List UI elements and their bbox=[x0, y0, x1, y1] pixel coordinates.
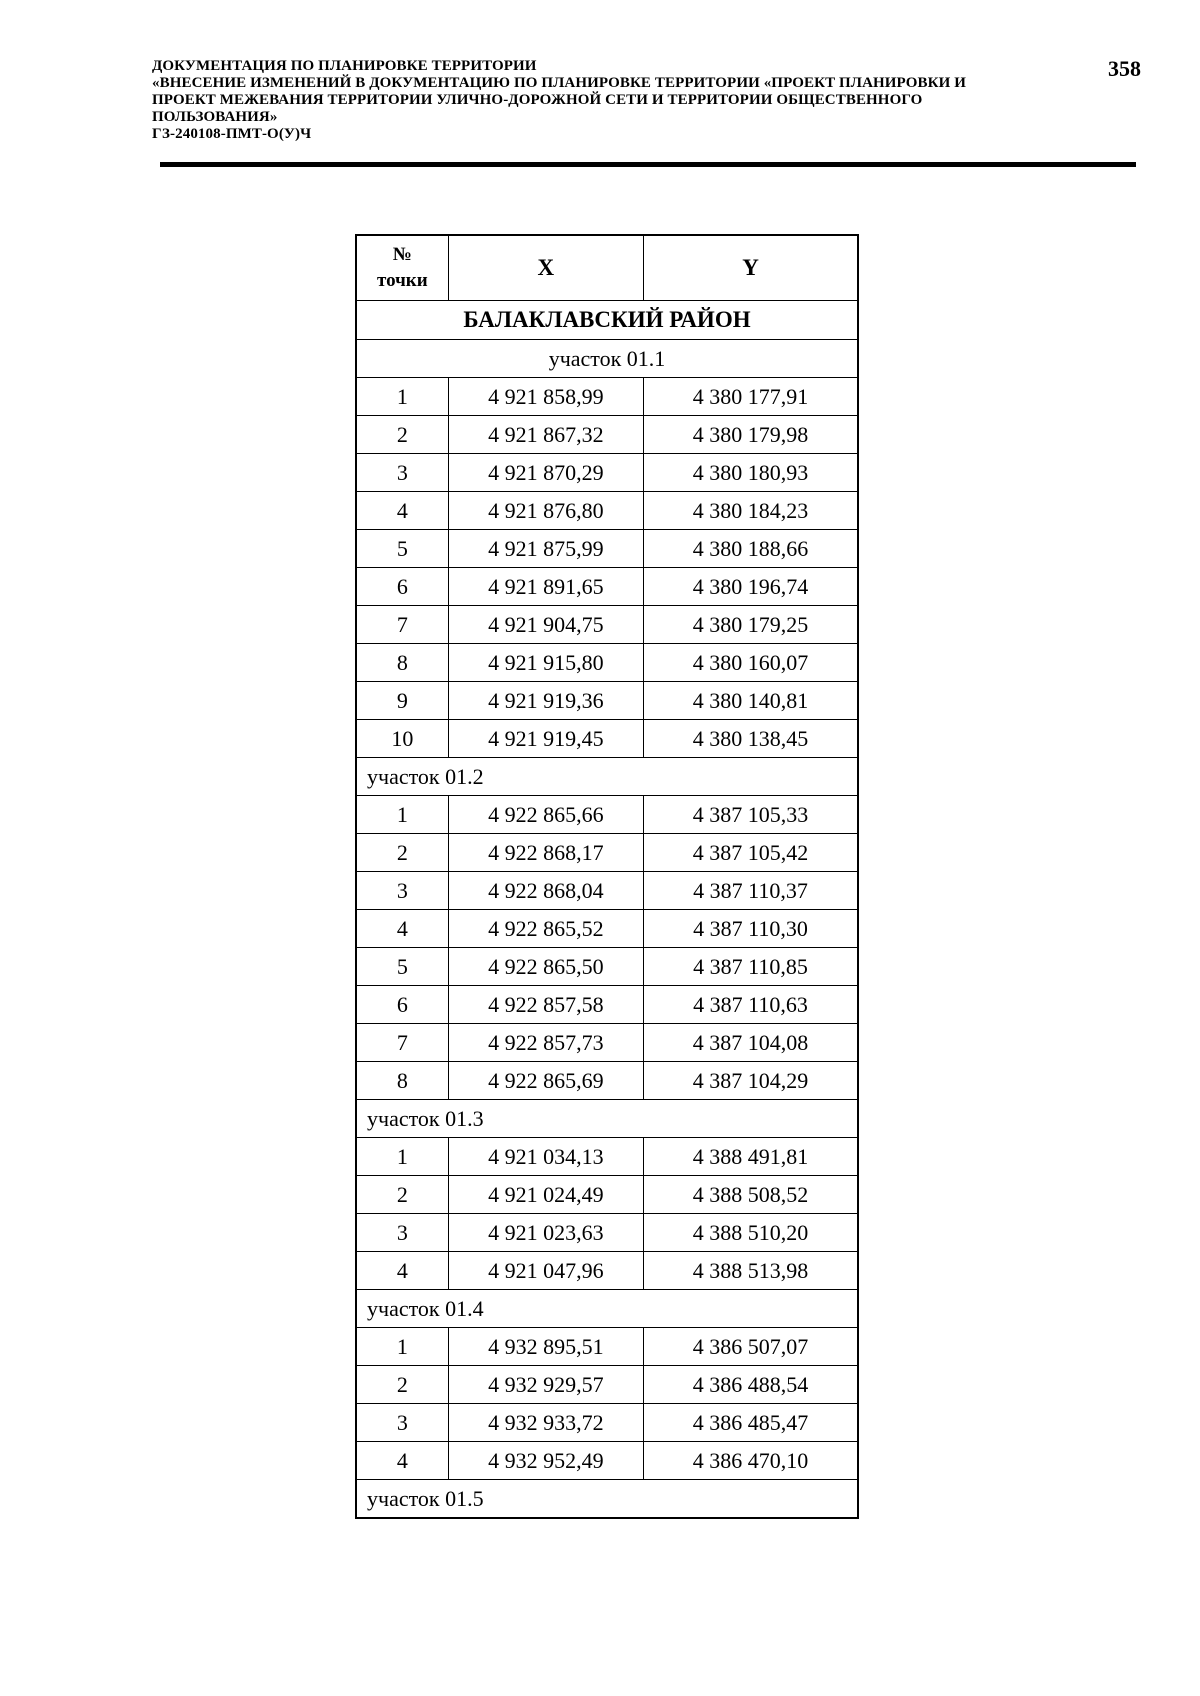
y-coordinate-cell: 4 380 177,91 bbox=[644, 378, 858, 416]
y-coordinate-cell: 4 387 110,30 bbox=[644, 910, 858, 948]
x-coordinate-cell: 4 921 024,49 bbox=[448, 1176, 643, 1214]
table-row bbox=[356, 568, 858, 606]
x-coordinate-cell: 4 921 867,32 bbox=[448, 416, 643, 454]
y-coordinate-cell: 4 380 184,23 bbox=[644, 492, 858, 530]
column-header-point-label: точки bbox=[376, 270, 428, 291]
y-coordinate-cell: 4 388 510,20 bbox=[644, 1214, 858, 1252]
table-row bbox=[356, 1062, 858, 1100]
y-coordinate-cell: 4 387 110,37 bbox=[644, 872, 858, 910]
column-header-number-sign: № bbox=[392, 244, 412, 265]
y-coordinate-cell: 4 388 513,98 bbox=[644, 1252, 858, 1290]
table-row bbox=[356, 492, 858, 530]
table-row bbox=[356, 986, 858, 1024]
y-coordinate-cell: 4 386 470,10 bbox=[644, 1442, 858, 1480]
point-number-cell: 3 bbox=[356, 872, 448, 910]
section-label: участок 01.3 bbox=[356, 1100, 858, 1138]
y-coordinate-cell: 4 387 104,29 bbox=[644, 1062, 858, 1100]
document-code: ГЗ-240108-ПМТ-О(У)Ч bbox=[152, 126, 312, 142]
point-number-cell: 2 bbox=[356, 834, 448, 872]
y-coordinate-cell: 4 388 491,81 bbox=[644, 1138, 858, 1176]
x-coordinate-cell: 4 921 875,99 bbox=[448, 530, 643, 568]
point-number-cell: 6 bbox=[356, 986, 448, 1024]
page-number: 358 bbox=[1108, 56, 1141, 81]
x-coordinate-cell: 4 921 919,36 bbox=[448, 682, 643, 720]
table-row bbox=[356, 1024, 858, 1062]
x-coordinate-cell: 4 921 876,80 bbox=[448, 492, 643, 530]
table-row bbox=[356, 1176, 858, 1214]
y-coordinate-cell: 4 387 110,85 bbox=[644, 948, 858, 986]
point-number-cell: 4 bbox=[356, 910, 448, 948]
header-line: «ВНЕСЕНИЕ ИЗМЕНЕНИЙ В ДОКУМЕНТАЦИЮ ПО ПЛАНИРОВКЕ ТЕРРИТОРИИ «ПРОЕКТ ПЛАНИРОВКИ И bbox=[152, 75, 966, 91]
y-coordinate-cell: 4 386 507,07 bbox=[644, 1328, 858, 1366]
x-coordinate-cell: 4 921 904,75 bbox=[448, 606, 643, 644]
section-label: участок 01.4 bbox=[356, 1290, 858, 1328]
y-coordinate-cell: 4 380 179,98 bbox=[644, 416, 858, 454]
table-row bbox=[356, 606, 858, 644]
header-line: ДОКУМЕНТАЦИЯ ПО ПЛАНИРОВКЕ ТЕРРИТОРИИ bbox=[152, 58, 537, 74]
point-number-cell: 2 bbox=[356, 1366, 448, 1404]
y-coordinate-cell: 4 387 105,33 bbox=[644, 796, 858, 834]
x-coordinate-cell: 4 921 915,80 bbox=[448, 644, 643, 682]
point-number-cell: 1 bbox=[356, 796, 448, 834]
district-title: БАЛАКЛАВСКИЙ РАЙОН bbox=[356, 301, 858, 340]
header-line: ПОЛЬЗОВАНИЯ» bbox=[152, 109, 278, 125]
section-label: участок 01.1 bbox=[356, 340, 858, 378]
x-coordinate-cell: 4 922 865,69 bbox=[448, 1062, 643, 1100]
point-number-cell: 3 bbox=[356, 1404, 448, 1442]
point-number-cell: 8 bbox=[356, 644, 448, 682]
x-coordinate-cell: 4 922 865,52 bbox=[448, 910, 643, 948]
point-number-cell: 4 bbox=[356, 1442, 448, 1480]
point-number-cell: 9 bbox=[356, 682, 448, 720]
x-coordinate-cell: 4 932 952,49 bbox=[448, 1442, 643, 1480]
y-coordinate-cell: 4 388 508,52 bbox=[644, 1176, 858, 1214]
table-row bbox=[356, 1214, 858, 1252]
table-row bbox=[356, 1252, 858, 1290]
x-coordinate-cell: 4 921 023,63 bbox=[448, 1214, 643, 1252]
y-coordinate-cell: 4 387 110,63 bbox=[644, 986, 858, 1024]
y-coordinate-cell: 4 386 488,54 bbox=[644, 1366, 858, 1404]
point-number-cell: 6 bbox=[356, 568, 448, 606]
section-row bbox=[356, 1480, 858, 1519]
x-coordinate-cell: 4 922 857,58 bbox=[448, 986, 643, 1024]
header-line: ПРОЕКТ МЕЖЕВАНИЯ ТЕРРИТОРИИ УЛИЧНО-ДОРОЖНОЙ СЕТИ И ТЕРРИТОРИИ ОБЩЕСТВЕННОГО bbox=[152, 92, 923, 108]
point-number-cell: 7 bbox=[356, 1024, 448, 1062]
point-number-cell: 5 bbox=[356, 530, 448, 568]
x-coordinate-cell: 4 921 034,13 bbox=[448, 1138, 643, 1176]
point-number-cell: 4 bbox=[356, 1252, 448, 1290]
point-number-cell: 8 bbox=[356, 1062, 448, 1100]
y-coordinate-cell: 4 387 104,08 bbox=[644, 1024, 858, 1062]
table-row bbox=[356, 682, 858, 720]
table-row bbox=[356, 872, 858, 910]
y-coordinate-cell: 4 380 138,45 bbox=[644, 720, 858, 758]
point-number-cell: 4 bbox=[356, 492, 448, 530]
point-number-cell: 10 bbox=[356, 720, 448, 758]
column-header-point-number bbox=[356, 235, 448, 301]
table-row bbox=[356, 530, 858, 568]
point-number-cell: 7 bbox=[356, 606, 448, 644]
table-row bbox=[356, 1138, 858, 1176]
table-row bbox=[356, 910, 858, 948]
x-coordinate-cell: 4 932 933,72 bbox=[448, 1404, 643, 1442]
x-coordinate-cell: 4 921 858,99 bbox=[448, 378, 643, 416]
x-coordinate-cell: 4 922 865,50 bbox=[448, 948, 643, 986]
point-number-cell: 3 bbox=[356, 1214, 448, 1252]
table-row bbox=[356, 416, 858, 454]
point-number-cell: 2 bbox=[356, 416, 448, 454]
x-coordinate-cell: 4 921 047,96 bbox=[448, 1252, 643, 1290]
section-row bbox=[356, 1100, 858, 1138]
x-coordinate-cell: 4 922 857,73 bbox=[448, 1024, 643, 1062]
y-coordinate-cell: 4 380 160,07 bbox=[644, 644, 858, 682]
section-row bbox=[356, 1290, 858, 1328]
table-row bbox=[356, 1366, 858, 1404]
coordinates-table-body bbox=[356, 235, 858, 1518]
header-divider bbox=[160, 162, 1136, 167]
column-header-x: X bbox=[448, 235, 643, 301]
x-coordinate-cell: 4 932 929,57 bbox=[448, 1366, 643, 1404]
x-coordinate-cell: 4 921 891,65 bbox=[448, 568, 643, 606]
y-coordinate-cell: 4 380 140,81 bbox=[644, 682, 858, 720]
table-row bbox=[356, 1328, 858, 1366]
section-label: участок 01.2 bbox=[356, 758, 858, 796]
y-coordinate-cell: 4 380 196,74 bbox=[644, 568, 858, 606]
table-row bbox=[356, 834, 858, 872]
point-number-cell: 1 bbox=[356, 1138, 448, 1176]
x-coordinate-cell: 4 921 870,29 bbox=[448, 454, 643, 492]
point-number-cell: 2 bbox=[356, 1176, 448, 1214]
table-row bbox=[356, 644, 858, 682]
x-coordinate-cell: 4 922 868,17 bbox=[448, 834, 643, 872]
section-row bbox=[356, 340, 858, 378]
section-row bbox=[356, 758, 858, 796]
document-header bbox=[152, 58, 1082, 143]
x-coordinate-cell: 4 922 865,66 bbox=[448, 796, 643, 834]
table-row bbox=[356, 796, 858, 834]
point-number-cell: 1 bbox=[356, 378, 448, 416]
y-coordinate-cell: 4 386 485,47 bbox=[644, 1404, 858, 1442]
x-coordinate-cell: 4 922 868,04 bbox=[448, 872, 643, 910]
section-label: участок 01.5 bbox=[356, 1480, 858, 1519]
table-row bbox=[356, 948, 858, 986]
coordinates-table bbox=[355, 234, 859, 1519]
table-header-row bbox=[356, 235, 858, 301]
table-row bbox=[356, 1442, 858, 1480]
column-header-y: Y bbox=[644, 235, 858, 301]
y-coordinate-cell: 4 380 179,25 bbox=[644, 606, 858, 644]
district-row bbox=[356, 301, 858, 340]
point-number-cell: 3 bbox=[356, 454, 448, 492]
table-row bbox=[356, 454, 858, 492]
point-number-cell: 5 bbox=[356, 948, 448, 986]
y-coordinate-cell: 4 387 105,42 bbox=[644, 834, 858, 872]
y-coordinate-cell: 4 380 188,66 bbox=[644, 530, 858, 568]
table-row bbox=[356, 378, 858, 416]
table-row bbox=[356, 1404, 858, 1442]
point-number-cell: 1 bbox=[356, 1328, 448, 1366]
x-coordinate-cell: 4 932 895,51 bbox=[448, 1328, 643, 1366]
table-row bbox=[356, 720, 858, 758]
y-coordinate-cell: 4 380 180,93 bbox=[644, 454, 858, 492]
x-coordinate-cell: 4 921 919,45 bbox=[448, 720, 643, 758]
